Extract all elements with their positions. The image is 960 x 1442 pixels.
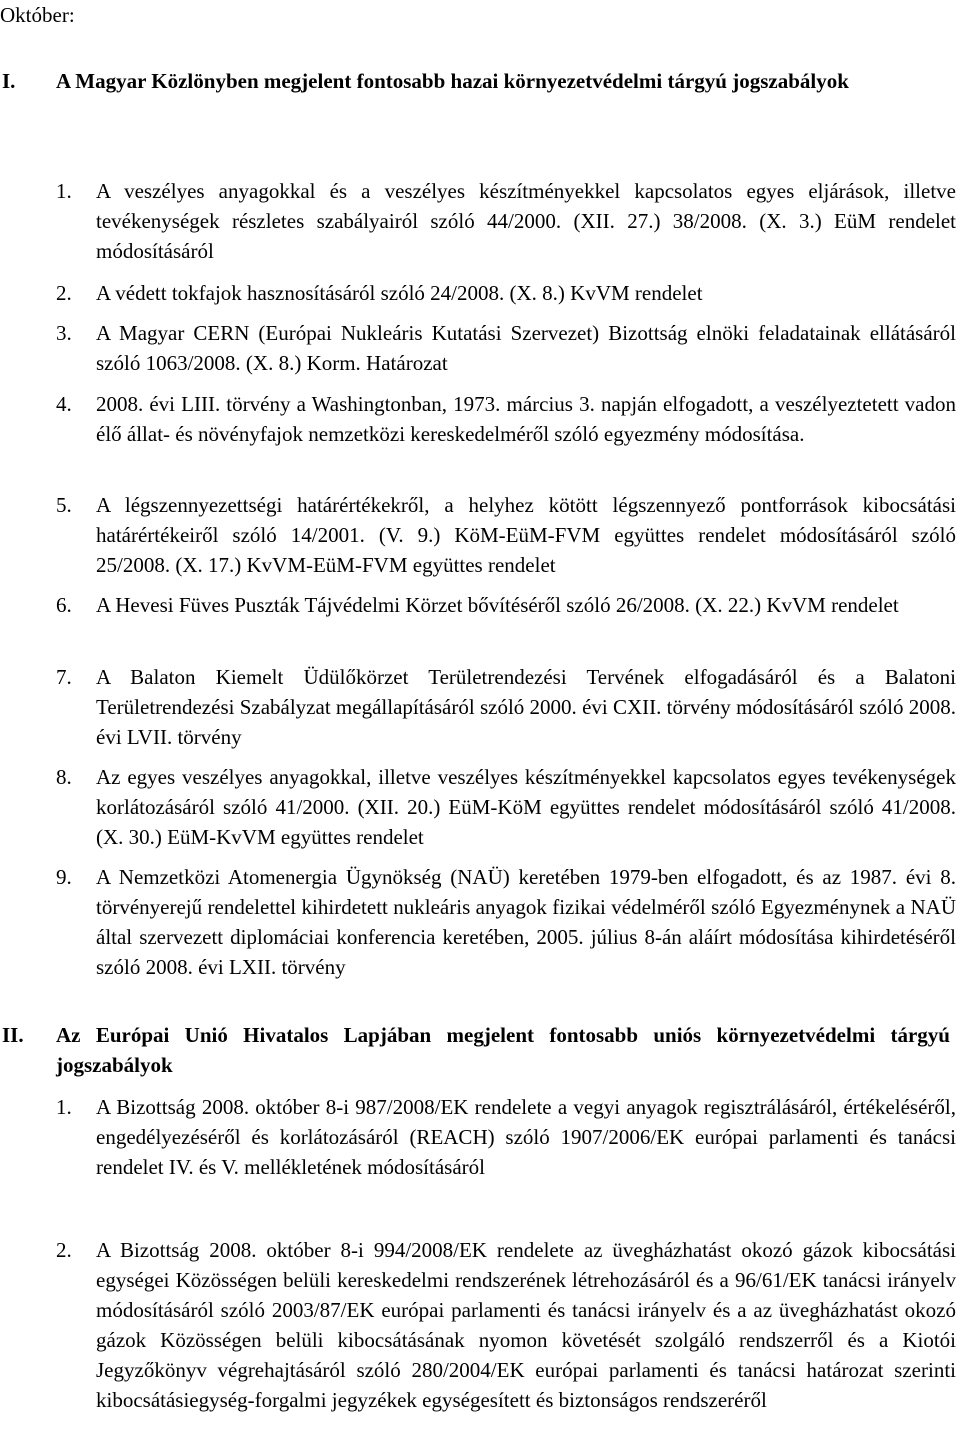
section-heading-2 xyxy=(0,1020,950,1080)
section-heading-1 xyxy=(0,66,950,96)
item-text: A Balaton Kiemelt Üdülőkörzet Területrendezési Tervének elfogadásáról és a Balatoni Területrendezési Szabályzat megállapításáról szóló 2000. évi CXII. törvény módosításáról szóló 2008. évi LVII. törvény xyxy=(96,665,956,749)
item-number: 6. xyxy=(56,593,72,617)
item-text: A védett tokfajok hasznosításáról szóló 24/2008. (X. 8.) KvVM rendelet xyxy=(96,281,703,305)
item-number: 2. xyxy=(56,1238,72,1262)
item-text: A Magyar CERN (Európai Nukleáris Kutatási Szervezet) Bizottság elnöki feladatainak ellátásáról szóló 1063/2008. (X. 8.) Korm. Határozat xyxy=(96,321,956,375)
list-item xyxy=(56,389,956,449)
list-item xyxy=(56,862,956,982)
list-item xyxy=(56,1235,956,1415)
list-item xyxy=(56,176,956,266)
item-number: 5. xyxy=(56,493,72,517)
item-number: 8. xyxy=(56,765,72,789)
item-number: 1. xyxy=(56,1095,72,1119)
list-item xyxy=(56,1092,956,1182)
list-item xyxy=(56,662,956,752)
item-number: 4. xyxy=(56,392,72,416)
section-number: II. xyxy=(2,1023,24,1047)
month-heading: Október: xyxy=(0,3,75,27)
item-number: 3. xyxy=(56,321,72,345)
item-number: 1. xyxy=(56,179,72,203)
item-text: 2008. évi LIII. törvény a Washingtonban, 1973. március 3. napján elfogadott, a veszélyeztetett vadon élő állat- és növényfajok nemzetközi kereskedelméről szóló egyezmény módosítása. xyxy=(96,392,956,446)
item-text: A légszennyezettségi határértékekről, a helyhez kötött légszennyező pontforrások kibocsátási határértékeiről szóló 14/2001. (V. 9.) KöM-EüM-FVM együttes rendelet módosításáról szóló 25/2008. (X. 17.) KvVM-EüM-FVM együttes rendelet xyxy=(96,493,956,577)
item-number: 2. xyxy=(56,281,72,305)
item-number: 9. xyxy=(56,865,72,889)
section-title: A Magyar Közlönyben megjelent fontosabb hazai környezetvédelmi tárgyú jogszabályok xyxy=(56,69,849,93)
item-text: A Nemzetközi Atomenergia Ügynökség (NAÜ) keretében 1979-ben elfogadott, és az 1987. évi 8. törvényerejű rendelettel kihirdetett nukleáris anyagok fizikai védelméről szóló Egyezménynek a NAÜ által szervezett diplomáciai konferencia keretében, 2005. július 8-án aláírt módosítása kihirdetéséről szóló 2008. évi LXII. törvény xyxy=(96,865,956,979)
item-number: 7. xyxy=(56,665,72,689)
item-text: A Bizottság 2008. október 8-i 987/2008/EK rendelete a vegyi anyagok regisztrálásáról, értékeléséről, engedélyezéséről és korlátozásáról (REACH) szóló 1907/2006/EK európai parlamenti és tanácsi rendelet IV. és V. mellékletének módosításáról xyxy=(96,1095,956,1179)
list-item xyxy=(56,490,956,580)
item-text: A Bizottság 2008. október 8-i 994/2008/EK rendelete az üvegházhatást okozó gázok kibocsátási egységei Közösségen belüli kereskedelmi rendszerének létrehozásáról és a 96/61/EK tanácsi irányelv módosításáról szóló 2003/87/EK európai parlamenti és tanácsi irányelv és a az üvegházhatást okozó gázok Közösségen belüli kibocsátásának nyomon követését szolgáló rendszerről és a Kiotói Jegyzőkönyv végrehajtásáról szóló 280/2004/EK európai parlamenti és tanácsi határozat szerinti kibocsátásiegység-forgalmi jegyzékek egységesített és biztonságos rendszeréről xyxy=(96,1238,956,1412)
item-text: Az egyes veszélyes anyagokkal, illetve veszélyes készítményekkel kapcsolatos egyes tevékenységek korlátozásáról szóló 41/2000. (XII. 20.) EüM-KöM együttes rendelet módosításáról szóló 41/2008. (X. 30.) EüM-KvVM együttes rendelet xyxy=(96,765,956,849)
section-number: I. xyxy=(2,69,16,93)
list-item xyxy=(56,590,956,620)
item-text: A Hevesi Füves Puszták Tájvédelmi Körzet bővítéséről szóló 26/2008. (X. 22.) KvVM rendelet xyxy=(96,593,899,617)
list-item xyxy=(56,318,956,378)
item-text: A veszélyes anyagokkal és a veszélyes készítményekkel kapcsolatos egyes eljárások, illetve tevékenységek részletes szabályairól szóló 44/2000. (XII. 27.) 38/2008. (X. 3.) EüM rendelet módosításáról xyxy=(96,179,956,263)
list-item xyxy=(56,762,956,852)
section-title: Az Európai Unió Hivatalos Lapjában megjelent fontosabb uniós környezetvédelmi tárgyú jogszabályok xyxy=(56,1023,950,1077)
list-item xyxy=(56,278,956,308)
